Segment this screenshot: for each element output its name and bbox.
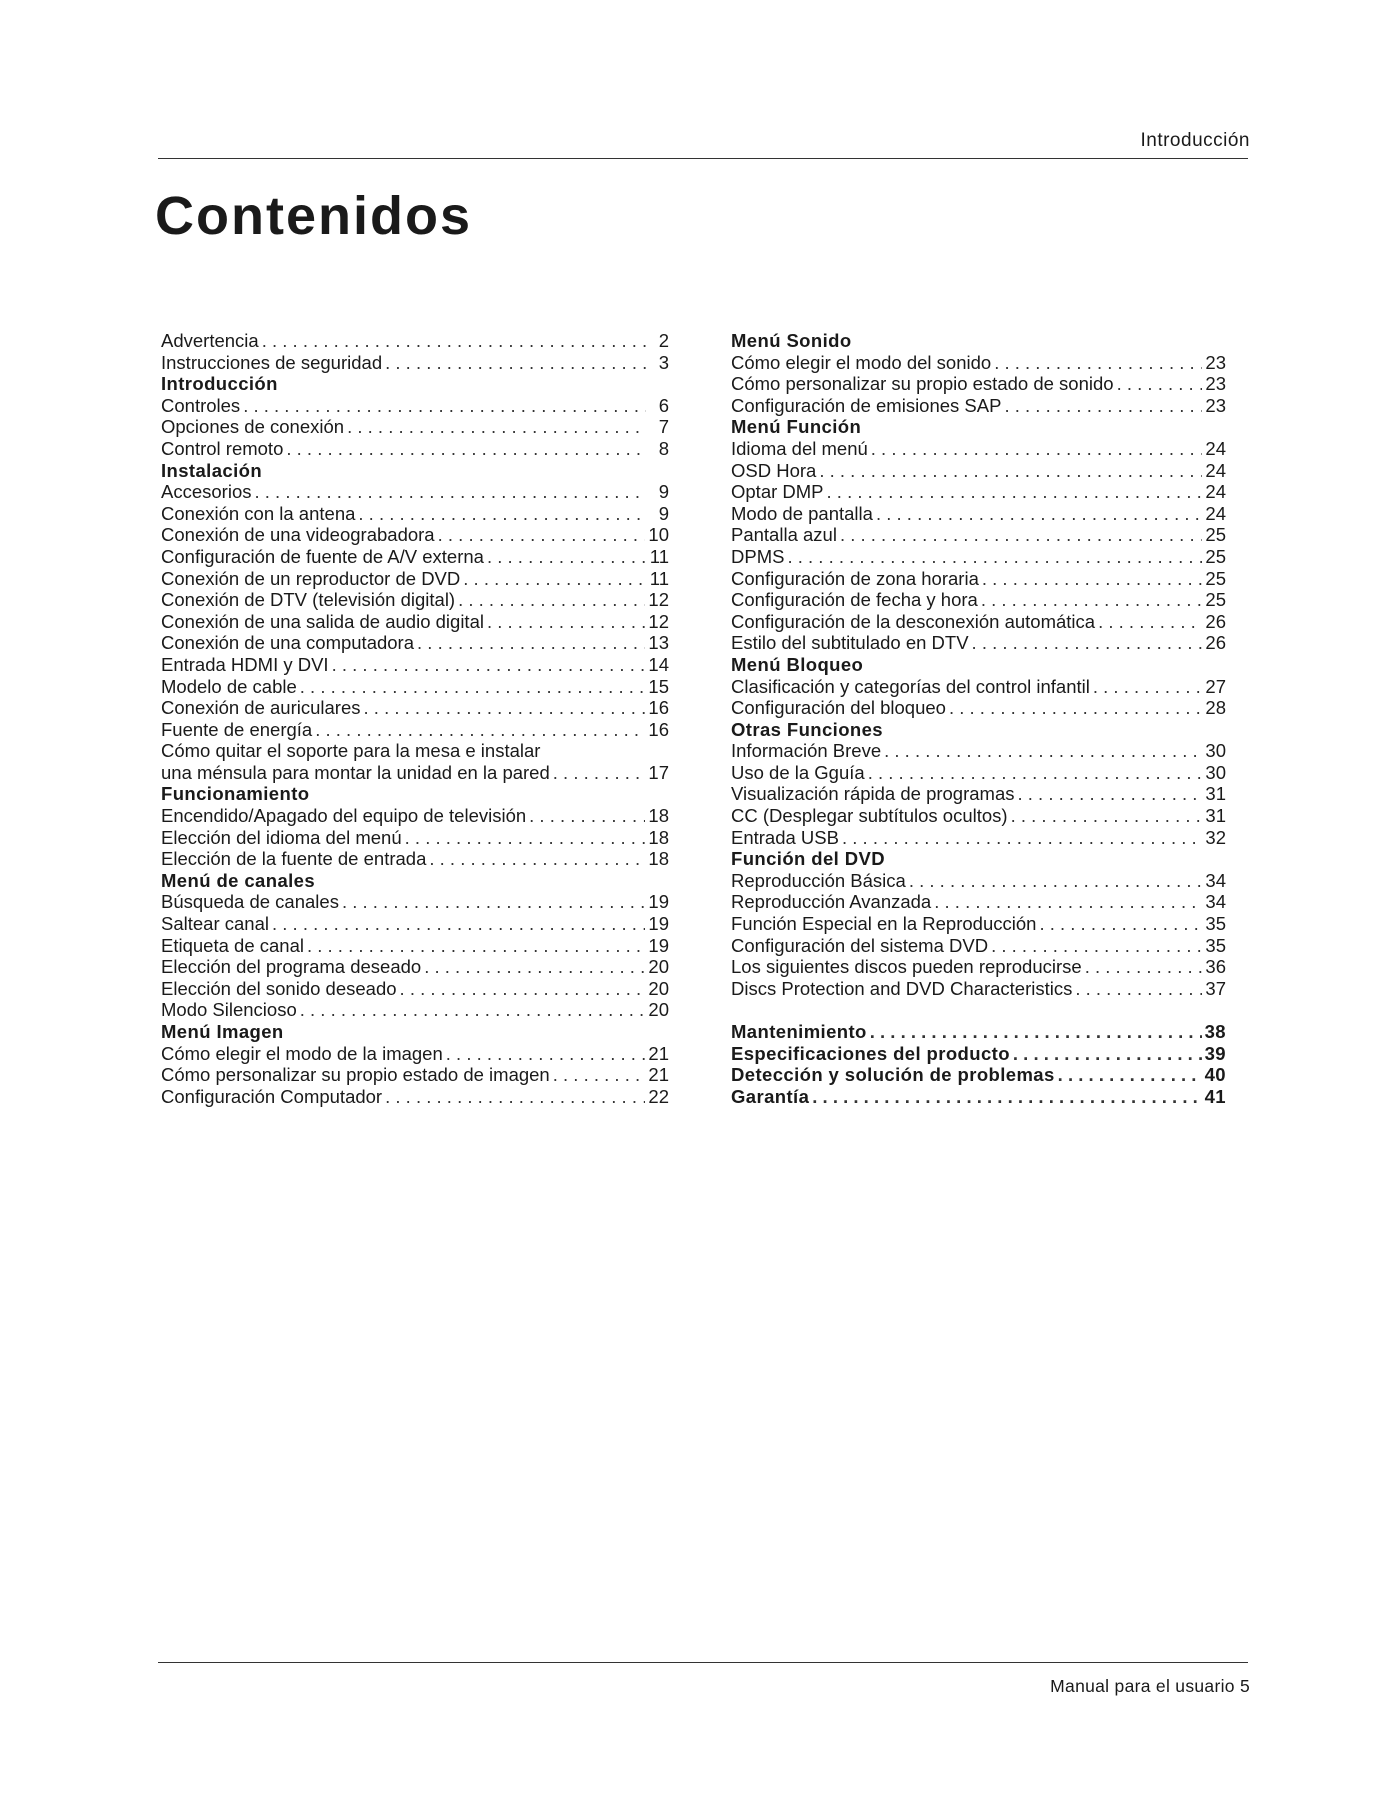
toc-entry [731, 611, 1226, 633]
toc-entry-label: Cómo personalizar su propio estado de sonido [731, 373, 1114, 395]
dot-leader [529, 805, 645, 827]
toc-page-number: 24 [1205, 502, 1226, 524]
toc-page-number: 16 [648, 718, 669, 740]
toc-page-number: 22 [648, 1085, 669, 1107]
toc-page-number: 20 [648, 999, 669, 1021]
toc-entry-label: Conexión de una videograbadora [161, 524, 435, 546]
toc-page-number: 26 [1205, 610, 1226, 632]
toc-entry-label: Configuración de fuente de A/V externa [161, 545, 484, 567]
toc-entry [161, 395, 669, 417]
footer-rule [158, 1662, 1248, 1663]
toc-entry-label: Encendido/Apagado del equipo de televisión [161, 805, 527, 827]
toc-entry [731, 762, 1226, 784]
toc-entry-label: Búsqueda de canales [161, 891, 339, 913]
toc-entry-label: Conexión de un reproductor de DVD [161, 567, 461, 589]
toc-page-number: 30 [1205, 740, 1226, 762]
toc-entry-label: Cómo quitar el soporte para la mesa e instalar [161, 740, 541, 762]
dot-leader [840, 524, 1202, 546]
toc-section-heading [161, 373, 669, 395]
toc-entry [731, 1043, 1226, 1065]
toc-page-number: 38 [1204, 1021, 1226, 1042]
toc-page-number: 17 [648, 761, 669, 783]
dot-leader [1039, 913, 1202, 935]
dot-leader [991, 935, 1202, 957]
toc-section-heading [161, 1021, 669, 1043]
toc-page-number: 25 [1205, 545, 1226, 567]
toc-entry [731, 460, 1226, 482]
toc-entry-label: Menú de canales [161, 869, 316, 891]
toc-entry [731, 1021, 1226, 1043]
toc-page-number: 31 [1205, 805, 1226, 827]
toc-page-number: 2 [658, 330, 669, 351]
toc-entry-label: Accesorios [161, 481, 252, 503]
dot-leader [358, 503, 646, 525]
toc-entry [161, 805, 669, 827]
toc-page-number: 24 [1205, 437, 1226, 459]
dot-leader [842, 827, 1202, 849]
dot-leader [934, 891, 1202, 913]
dot-leader [300, 676, 646, 698]
toc-entry [731, 956, 1226, 978]
toc-entry-label: Configuración Computador [161, 1085, 383, 1107]
toc-page-number: 11 [649, 567, 669, 589]
toc-entry-label: Menú Función [731, 416, 862, 438]
dot-leader [884, 740, 1202, 762]
dot-leader [870, 1021, 1202, 1043]
toc-entry [731, 438, 1226, 460]
toc-page-number: 19 [648, 913, 669, 935]
dot-leader [487, 546, 646, 568]
toc-page-number: 23 [1205, 351, 1226, 373]
toc-page-number: 34 [1205, 891, 1226, 913]
toc-entry [731, 481, 1226, 503]
toc-entry [161, 827, 669, 849]
toc-entry [731, 827, 1226, 849]
dot-leader [487, 611, 645, 633]
toc-page-number: 3 [658, 351, 669, 373]
toc-page-number: 9 [658, 481, 669, 503]
toc-entry [731, 935, 1226, 957]
toc-page-number: 8 [658, 437, 669, 459]
toc-section-heading [161, 870, 669, 892]
toc-entry-label: Fuente de energía [161, 718, 313, 740]
toc-page-number: 41 [1204, 1085, 1226, 1107]
dot-leader [812, 1086, 1201, 1108]
toc-entry [161, 913, 669, 935]
dot-leader [400, 978, 646, 1000]
toc-page-number: 24 [1205, 481, 1226, 503]
dot-leader [1098, 611, 1202, 633]
dot-leader [458, 589, 645, 611]
toc-entry [161, 935, 669, 957]
toc-entry-label: Controles [161, 394, 241, 416]
toc-entry [161, 999, 669, 1021]
toc-page-number: 9 [658, 502, 669, 524]
toc-entry [161, 719, 669, 741]
toc-page-number: 11 [649, 545, 669, 567]
toc-entry-label: Estilo del subtitulado en DTV [731, 632, 969, 654]
dot-leader [332, 654, 646, 676]
toc-entry [731, 676, 1226, 698]
toc-page-number: 40 [1204, 1064, 1226, 1086]
toc-page-number: 37 [1205, 977, 1226, 999]
toc-entry [161, 632, 669, 654]
toc-entry-label: Detección y solución de problemas [731, 1064, 1055, 1086]
toc-entry-label: Visualización rápida de programas [731, 783, 1015, 805]
toc-entry-label: Configuración de la desconexión automática [731, 610, 1096, 632]
toc-entry-label: Saltear canal [161, 913, 269, 935]
dot-leader [463, 568, 646, 590]
toc-entry [731, 524, 1226, 546]
toc-section-heading [731, 719, 1226, 741]
toc-entry-label: Otras Funciones [731, 718, 883, 740]
toc-page-number: 25 [1205, 567, 1226, 589]
toc-entry-label: Información Breve [731, 740, 882, 762]
toc-entry-label: Optar DMP [731, 481, 824, 503]
toc-entry-label: Entrada HDMI y DVI [161, 653, 329, 675]
dot-leader [1004, 395, 1202, 417]
toc-entry-label: Cómo elegir el modo del sonido [731, 351, 992, 373]
dot-leader [553, 1064, 646, 1086]
toc-entry [731, 1064, 1226, 1086]
toc-entry [731, 632, 1226, 654]
toc-entry [161, 330, 669, 352]
toc-left-column [161, 330, 669, 1107]
dot-leader [417, 632, 645, 654]
toc-page-number: 12 [648, 610, 669, 632]
dot-leader [272, 913, 645, 935]
dot-leader [868, 762, 1203, 784]
toc-entry-label: Conexión de una salida de audio digital [161, 610, 484, 632]
dot-leader [347, 416, 646, 438]
dot-leader [876, 503, 1202, 525]
dot-leader [994, 352, 1202, 374]
running-header: Introducción [1140, 130, 1250, 151]
toc-entry [731, 503, 1226, 525]
toc-entry [161, 654, 669, 676]
toc-section-heading [731, 330, 1226, 352]
toc-entry-label: Reproducción Básica [731, 869, 906, 891]
dot-leader [300, 999, 646, 1021]
toc-entry [731, 783, 1226, 805]
dot-leader [871, 438, 1203, 460]
dot-leader [342, 891, 645, 913]
toc-page-number: 27 [1205, 675, 1226, 697]
toc-page-number: 21 [648, 1042, 669, 1064]
toc-entry [161, 676, 669, 698]
toc-entry [731, 352, 1226, 374]
toc-entry-label: Etiqueta de canal [161, 934, 304, 956]
dot-leader [429, 848, 645, 870]
toc-section-heading [161, 783, 669, 805]
toc-entry-label: Cómo elegir el modo de la imagen [161, 1042, 443, 1064]
toc-entry-label: Configuración de zona horaria [731, 567, 979, 589]
dot-leader [315, 719, 645, 741]
dot-leader [405, 827, 646, 849]
toc-entry [731, 870, 1226, 892]
toc-entry [161, 848, 669, 870]
toc-entry [731, 697, 1226, 719]
toc-page-number: 15 [648, 675, 669, 697]
toc-page-number: 31 [1205, 783, 1226, 805]
toc-entry-label: Elección del programa deseado [161, 956, 422, 978]
toc-page-number: 12 [648, 589, 669, 611]
toc-entry-label: Cómo personalizar su propio estado de imagen [161, 1064, 550, 1086]
toc-page-number: 39 [1204, 1042, 1226, 1064]
toc-entry [161, 1086, 669, 1108]
toc-page-number: 18 [648, 805, 669, 827]
toc-entry-label: Menú Sonido [731, 330, 852, 351]
toc-page-number: 32 [1205, 826, 1226, 848]
toc-entry-label: Elección del sonido deseado [161, 977, 397, 999]
toc-entry-label: Configuración del bloqueo [731, 697, 946, 719]
toc-page-number: 25 [1205, 524, 1226, 546]
toc-entry [731, 891, 1226, 913]
toc-entry-label: Modo Silencioso [161, 999, 297, 1021]
toc-entry-label: Instalación [161, 459, 263, 481]
toc-entry-label: CC (Desplegar subtítulos ocultos) [731, 805, 1008, 827]
toc-entry-label: Conexión de una computadora [161, 632, 415, 654]
toc-page-number: 14 [648, 653, 669, 675]
dot-leader [982, 568, 1203, 590]
toc-entry-label: Elección del idioma del menú [161, 826, 402, 848]
toc-entry [161, 589, 669, 611]
dot-leader [1075, 978, 1202, 1000]
toc-entry-label: OSD Hora [731, 459, 817, 481]
header-rule [158, 158, 1248, 159]
toc-entry [161, 524, 669, 546]
toc-entry-label: Idioma del menú [731, 437, 868, 459]
toc-page-number: 34 [1205, 869, 1226, 891]
toc-page-number: 10 [648, 524, 669, 546]
dot-leader [949, 697, 1202, 719]
toc-entry [161, 611, 669, 633]
toc-entry [161, 568, 669, 590]
toc-entry-label: Configuración del sistema DVD [731, 934, 989, 956]
toc-section-heading [731, 654, 1226, 676]
toc-entry-label: Modelo de cable [161, 675, 297, 697]
toc-page-number: 28 [1205, 697, 1226, 719]
dot-leader [827, 481, 1203, 503]
toc-entry-label: Elección de la fuente de entrada [161, 848, 427, 870]
toc-entry-label: Control remoto [161, 437, 284, 459]
toc-section-heading [161, 460, 669, 482]
dot-leader [286, 438, 646, 460]
toc-entry-label: Instrucciones de seguridad [161, 351, 383, 373]
toc-entry-label: Uso de la Gguía [731, 761, 865, 783]
dot-leader [909, 870, 1203, 892]
toc-entry-label: Advertencia [161, 330, 259, 351]
toc-entry [731, 805, 1226, 827]
toc-entry-label: Pantalla azul [731, 524, 837, 546]
toc-entry-label: Menú Bloqueo [731, 653, 864, 675]
dot-leader [553, 762, 646, 784]
toc-section-heading [731, 416, 1226, 438]
dot-leader [1018, 783, 1203, 805]
dot-leader [787, 546, 1202, 568]
toc-entry-label: Funcionamiento [161, 783, 310, 805]
toc-page-number: 30 [1205, 761, 1226, 783]
toc-entry [161, 416, 669, 438]
toc-entry [731, 913, 1226, 935]
toc-page-number: 20 [648, 977, 669, 999]
dot-leader [385, 1086, 645, 1108]
dot-leader [385, 352, 646, 374]
dot-leader [981, 589, 1203, 611]
toc-page-number: 19 [648, 891, 669, 913]
page-footer: Manual para el usuario 5 [1050, 1676, 1250, 1696]
toc-page-number: 18 [648, 826, 669, 848]
dot-leader [819, 460, 1202, 482]
toc-entry-label: una ménsula para montar la unidad en la pared [161, 761, 550, 783]
toc-page-number: 36 [1205, 956, 1226, 978]
toc-page-number: 20 [648, 956, 669, 978]
dot-leader [424, 956, 645, 978]
toc-page-number: 26 [1205, 632, 1226, 654]
toc-entry-label: Función Especial en la Reproducción [731, 913, 1037, 935]
toc-page-number: 21 [648, 1064, 669, 1086]
toc-page-number: 16 [648, 697, 669, 719]
toc-entry-label: Garantía [731, 1085, 810, 1107]
toc-entry [161, 1043, 669, 1065]
toc-page-number: 35 [1205, 913, 1226, 935]
toc-entry [161, 740, 669, 762]
toc-entry [161, 503, 669, 525]
toc-entry-label: Mantenimiento [731, 1021, 867, 1042]
toc-entry-label: Conexión de DTV (televisión digital) [161, 589, 456, 611]
toc-page-number: 24 [1205, 459, 1226, 481]
page-title: Contenidos [155, 186, 472, 246]
toc-entry-label: Menú Imagen [161, 1021, 284, 1042]
toc-entry-label: Clasificación y categorías del control infantil [731, 675, 1090, 697]
toc-entry [161, 1064, 669, 1086]
toc-entry [161, 762, 669, 784]
toc-entry-label: Especificaciones del producto [731, 1042, 1010, 1064]
toc-entry [731, 589, 1226, 611]
toc-entry [161, 438, 669, 460]
toc-entry [161, 481, 669, 503]
toc-page-number: 25 [1205, 589, 1226, 611]
toc-entry [731, 395, 1226, 417]
dot-leader [307, 935, 645, 957]
toc-entry-label: Introducción [161, 373, 278, 395]
toc-entry [731, 546, 1226, 568]
toc-entry [161, 352, 669, 374]
toc-page-number: 7 [658, 416, 669, 438]
dot-leader [364, 697, 646, 719]
toc-entry-label: Configuración de fecha y hora [731, 589, 978, 611]
dot-leader [1117, 373, 1203, 395]
toc-entry [161, 546, 669, 568]
dot-leader [1011, 805, 1203, 827]
toc-entry [731, 1086, 1226, 1108]
toc-entry-label: Entrada USB [731, 826, 839, 848]
dot-leader [1058, 1064, 1202, 1086]
toc-page-number: 6 [658, 394, 669, 416]
dot-leader [446, 1043, 646, 1065]
toc-entry [161, 956, 669, 978]
toc-page-number: 35 [1205, 934, 1226, 956]
toc-entry-label: Modo de pantalla [731, 502, 873, 524]
toc-entry-label: Conexión con la antena [161, 502, 356, 524]
toc-entry [731, 978, 1226, 1000]
toc-entry-label: Opciones de conexión [161, 416, 345, 438]
dot-leader [254, 481, 646, 503]
toc-entry [731, 740, 1226, 762]
toc-entry-label: DPMS [731, 545, 785, 567]
dot-leader [262, 330, 646, 352]
toc-entry [161, 891, 669, 913]
dot-leader [972, 632, 1203, 654]
toc-page-number: 23 [1205, 373, 1226, 395]
dot-leader [1085, 956, 1203, 978]
toc-page-number: 19 [648, 934, 669, 956]
toc-section-heading [731, 848, 1226, 870]
toc-entry-label: Discs Protection and DVD Characteristics [731, 977, 1073, 999]
toc-entry-label: Reproducción Avanzada [731, 891, 932, 913]
toc-right-column [731, 330, 1226, 1107]
toc-entry [161, 978, 669, 1000]
toc-entry [731, 373, 1226, 395]
toc-page-number: 18 [648, 848, 669, 870]
toc-page-number: 13 [648, 632, 669, 654]
toc-entry [161, 697, 669, 719]
toc-entry [731, 568, 1226, 590]
toc-entry-label: Los siguientes discos pueden reproducirse [731, 956, 1082, 978]
dot-leader [1013, 1043, 1202, 1065]
toc-entry-label: Conexión de auriculares [161, 697, 361, 719]
toc-entry-label: Función del DVD [731, 848, 885, 870]
dot-leader [438, 524, 646, 546]
toc-entry-label: Configuración de emisiones SAP [731, 394, 1002, 416]
toc-page-number: 23 [1205, 394, 1226, 416]
dot-leader [1093, 676, 1203, 698]
dot-leader [243, 395, 646, 417]
